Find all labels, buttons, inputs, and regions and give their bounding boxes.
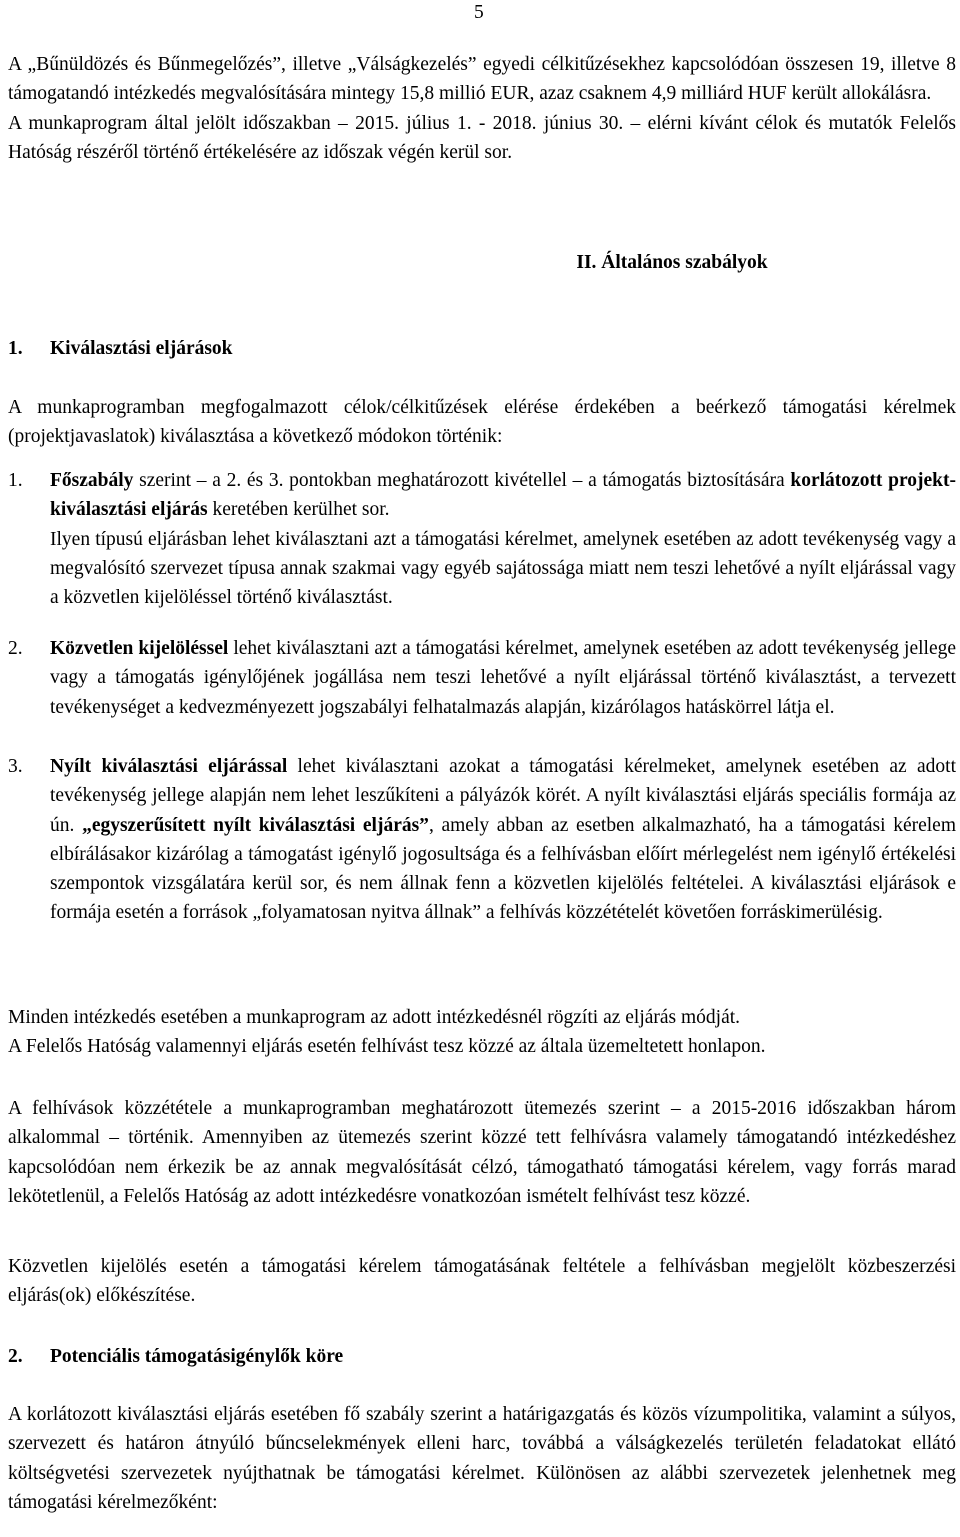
intro-text-b: A munkaprogram által jelölt időszakban – 2015. július 1. - 2018. június 30. – elérni kívánt célok és mutatók Felelős Hatóság részéről történő értékelésére az időszak végén kerül sor. <box>8 112 956 163</box>
item-1-text <box>50 466 956 525</box>
sub2-title: Potenciális támogatásigénylők köre <box>50 1346 344 1367</box>
item-1-text-1: szerint – a 2. és 3. pontokban meghatározott kivétellel – a támogatás biztosítására <box>133 470 791 491</box>
item-1 <box>50 466 956 612</box>
sub1-lead: A munkaprogramban megfogalmazott célok/célkitűzések elérése érdekében a beérkező támogatási kérelmek (projektjavaslatok) kiválasztása a következő módokon történik: <box>8 397 956 448</box>
item-3 <box>50 752 956 928</box>
item-3-number: 3. <box>8 756 23 777</box>
after-paragraph-3: A felhívások közzététele a munkaprogramban meghatározott ütemezés szerint – a 2015-2016 időszakban három alkalommal – történik. Amennyiben az ütemezés szerint közzé tett felhívásra valamely támogatandó intézkedéshez kapcsolódóan nem érkezik be az annak megvalósítását célzó, támogatható támogatási kérelem, vagy forrás marad lekötetlenül, a Felelős Hatóság az adott intézkedésre vonatkozóan ismételt felhívást tesz közzé. <box>8 1098 956 1207</box>
sub2-paragraph: A korlátozott kiválasztási eljárás esetében fő szabály szerint a határigazgatás és közös vízumpolitika, valamint a súlyos, szervezett és határon átnyúló bűncselekmények elleni harc, továbbá a válságkezelés területén feladatokat ellátó költségvetési szervezetek nyújthatnak be támogatási kérelmet. Különösen az alábbi szervezetek jelenhetnek meg támogatási kérelmezőként: <box>8 1404 956 1513</box>
item-1-bold-2: korlátozott projekt-kiválasztási eljárás <box>50 470 957 521</box>
after-text-2: A Felelős Hatóság valamennyi eljárás esetén felhívást tesz közzé az általa üzemeltetett honlapon. <box>8 1036 766 1058</box>
sub2-number: 2. <box>8 1346 23 1367</box>
item-3-text-2: , amely abban az esetben alkalmazható, ha a támogatási kérelem elbírálásakor kizárólag a támogatást igénylő jogosultsága és a felhívásban előírt mérlegelést nem igénylő értékelési szempontok vizsgálatára kerül sor, és nem állnak fenn a közvetlen kijelölés feltételei. A kiválasztási eljárások e formája esetén a források „folyamatosan nyitva állnak” a felhívás közzétételét követően forráskimerülésig. <box>50 814 957 924</box>
item-2-number: 2. <box>8 638 23 659</box>
intro-paragraph-1 <box>8 50 956 167</box>
section-title: II. Általános szabályok <box>576 252 768 273</box>
item-3-bold-2: „egyszerűsített nyílt kiválasztási eljárás” <box>82 814 429 836</box>
item-2-text <box>50 634 956 722</box>
sub1-heading <box>8 334 233 363</box>
intro-text-a: A „Bűnüldözés és Bűnmegelőzés”, illetve „Válságkezelés” egyedi célkitűzésekhez kapcsolódóan összesen 19, illetve 8 támogatandó intézkedés megvalósítására mintegy 15,8 millió EUR, azaz csaknem 4,9 milliárd HUF került allokálásra. <box>8 54 956 105</box>
page-number: 5 <box>474 2 484 23</box>
item-2 <box>50 634 956 722</box>
after-text-1: Minden intézkedés esetében a munkaprogram az adott intézkedésnél rögzíti az eljárás módját. <box>8 1007 741 1028</box>
sub1-number: 1. <box>8 338 23 359</box>
item-1-extra: Ilyen típusú eljárásban lehet kiválasztani azt a támogatási kérelmet, amelynek esetében az adott tevékenység vagy a megvalósító szervezet típusa annak szakmai vagy egyéb sajátossága miatt nem teszi lehetővé a nyílt eljárással vagy a közvetlen kijelöléssel történő kiválasztást. <box>50 528 956 609</box>
item-3-text-1: lehet kiválasztani azokat a támogatási kérelmeket, amelynek esetében az adott tevékenység jellege alapján nem lehet leszűkíteni a pályázók körét. A nyílt kiválasztási eljárás speciális formája az ún. <box>50 756 956 836</box>
sub1-title: Kiválasztási eljárások <box>50 338 233 359</box>
after-paragraph-4: Közvetlen kijelölés esetén a támogatási kérelem támogatásának feltétele a felhívásban megjelölt közbeszerzési eljárás(ok) előkészítése. <box>8 1256 956 1307</box>
item-1-text-2: keretében kerülhet sor. <box>207 499 390 521</box>
sub2-heading <box>8 1342 343 1371</box>
item-2-bold-1: Közvetlen kijelöléssel <box>50 638 229 659</box>
item-3-text <box>50 752 956 928</box>
item-1-bold-1: Főszabály <box>50 470 134 491</box>
item-2-text-1: lehet kiválasztani azt a támogatási kérelmet, amelynek esetében az adott tevékenység jellege vagy a támogatás igénylőjének jogállása nem teszi lehetővé a nyílt eljárással történő kiválasztást, a tervezett tevékenységet a kedvezményezett jogszabályi felhatalmazás alapján, kizárólagos hatáskörrel látja el. <box>50 638 956 718</box>
after-paragraph-1 <box>8 1003 956 1062</box>
item-1-number: 1. <box>8 470 23 491</box>
item-3-bold-1: Nyílt kiválasztási eljárással <box>50 756 288 777</box>
